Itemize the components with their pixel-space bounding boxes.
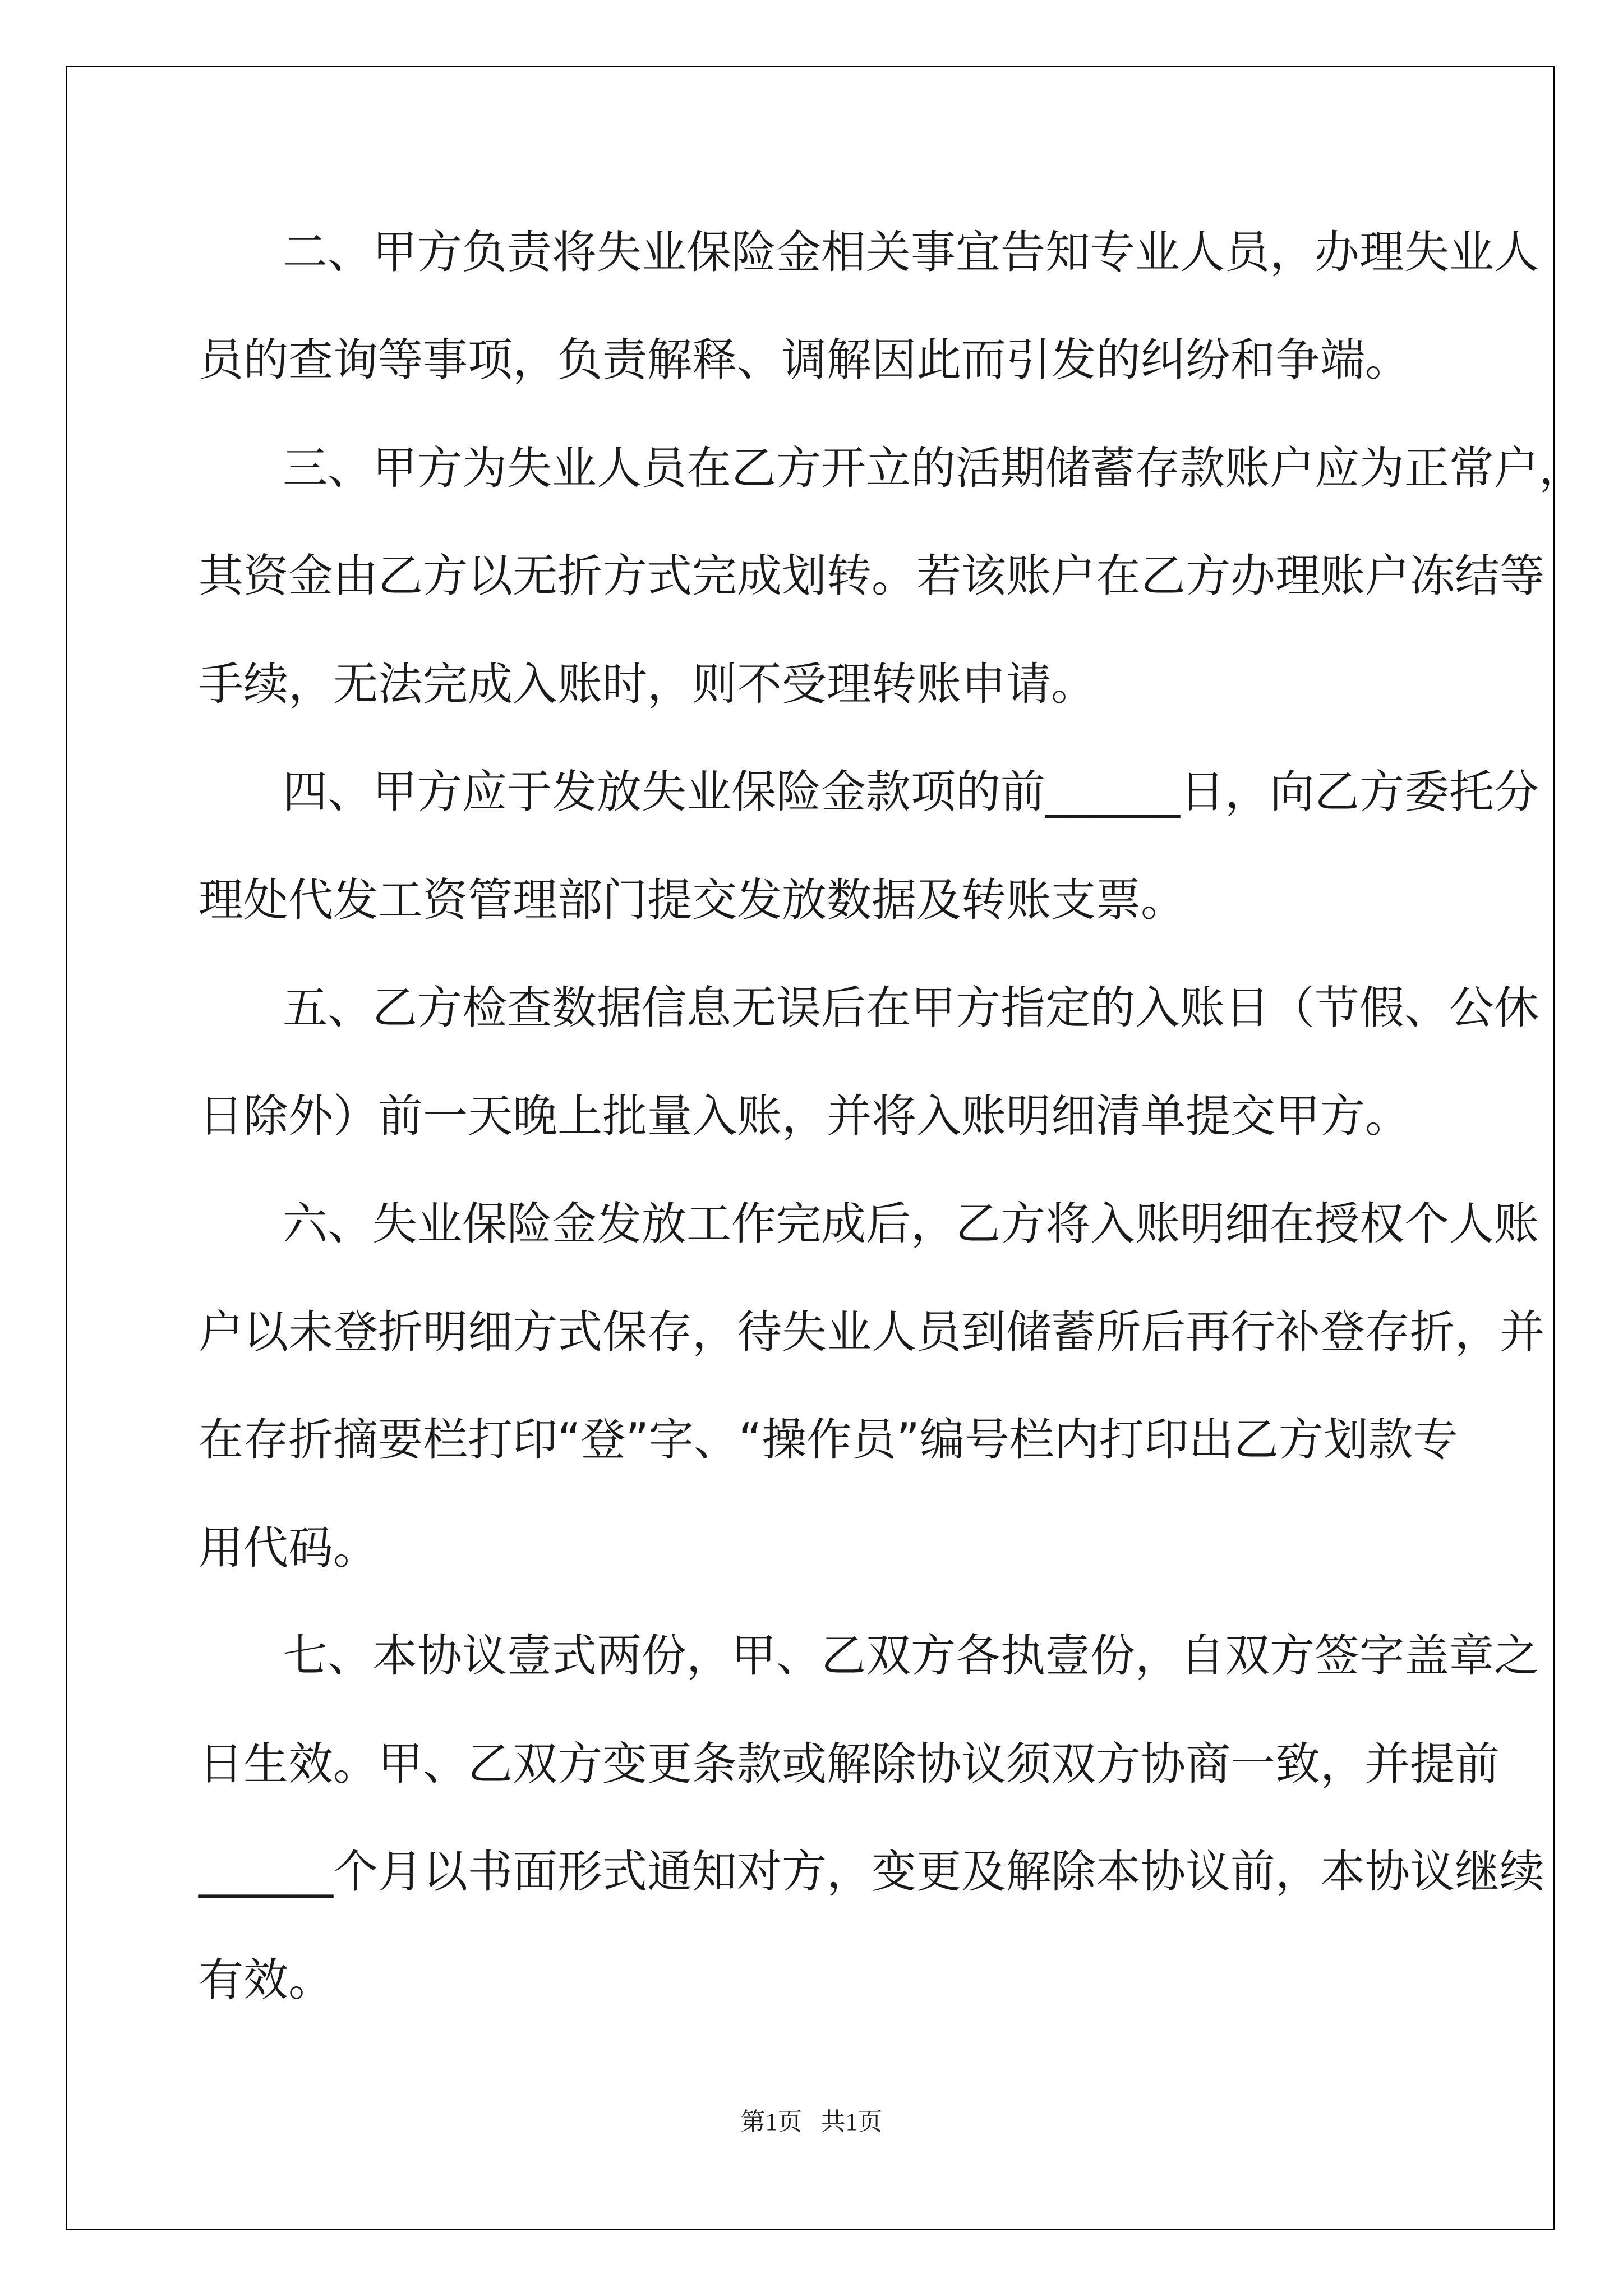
paragraph-3-line-1: 四、甲方应于发放失业保险金款项的前______日，向乙方委托分	[283, 766, 1539, 818]
paragraph-1-line-2: 员的查询等事项，负责解释、调解因此而引发的纠纷和争端。	[199, 334, 1410, 386]
paragraph-4-line-2: 日除外）前一天晚上批量入账，并将入账明细清单提交甲方。	[199, 1090, 1410, 1142]
paragraph-5-line-4: 用代码。	[199, 1522, 378, 1574]
paragraph-2-line-3: 手续，无法完成入账时，则不受理转账申请。	[199, 658, 1096, 710]
paragraph-3-line-2: 理处代发工资管理部门提交发放数据及转账支票。	[199, 874, 1186, 926]
paragraph-4-line-1: 五、乙方检查数据信息无误后在甲方指定的入账日（节假、公休	[283, 982, 1539, 1034]
paragraph-5-line-3: 在存折摘要栏打印“登”字、“操作员”编号栏内打印出乙方划款专	[199, 1414, 1458, 1466]
paragraph-2-line-1: 三、甲方为失业人员在乙方开立的活期储蓄存款账户应为正常户，	[283, 442, 1584, 494]
paragraph-6-line-4: 有效。	[199, 1954, 333, 2006]
page-border	[66, 66, 1584, 2230]
paragraph-6-line-2: 日生效。甲、乙双方变更条款或解除协议须双方协商一致，并提前	[199, 1738, 1500, 1790]
paragraph-6-line-1: 七、本协议壹式两份，甲、乙双方各执壹份，自双方签字盖章之	[283, 1630, 1539, 1682]
paragraph-2-line-2: 其资金由乙方以无折方式完成划转。若该账户在乙方办理账户冻结等	[199, 550, 1544, 602]
paragraph-5-line-2: 户以未登折明细方式保存，待失业人员到储蓄所后再行补登存折，并	[199, 1306, 1544, 1358]
page-number-footer: 第1页 共1页	[740, 2108, 883, 2136]
paragraph-6-line-3: ______个月以书面形式通知对方，变更及解除本协议前，本协议继续	[199, 1846, 1544, 1898]
paragraph-1-line-1: 二、甲方负责将失业保险金相关事宜告知专业人员，办理失业人	[283, 226, 1539, 278]
paragraph-5-line-1: 六、失业保险金发放工作完成后，乙方将入账明细在授权个人账	[283, 1198, 1539, 1250]
